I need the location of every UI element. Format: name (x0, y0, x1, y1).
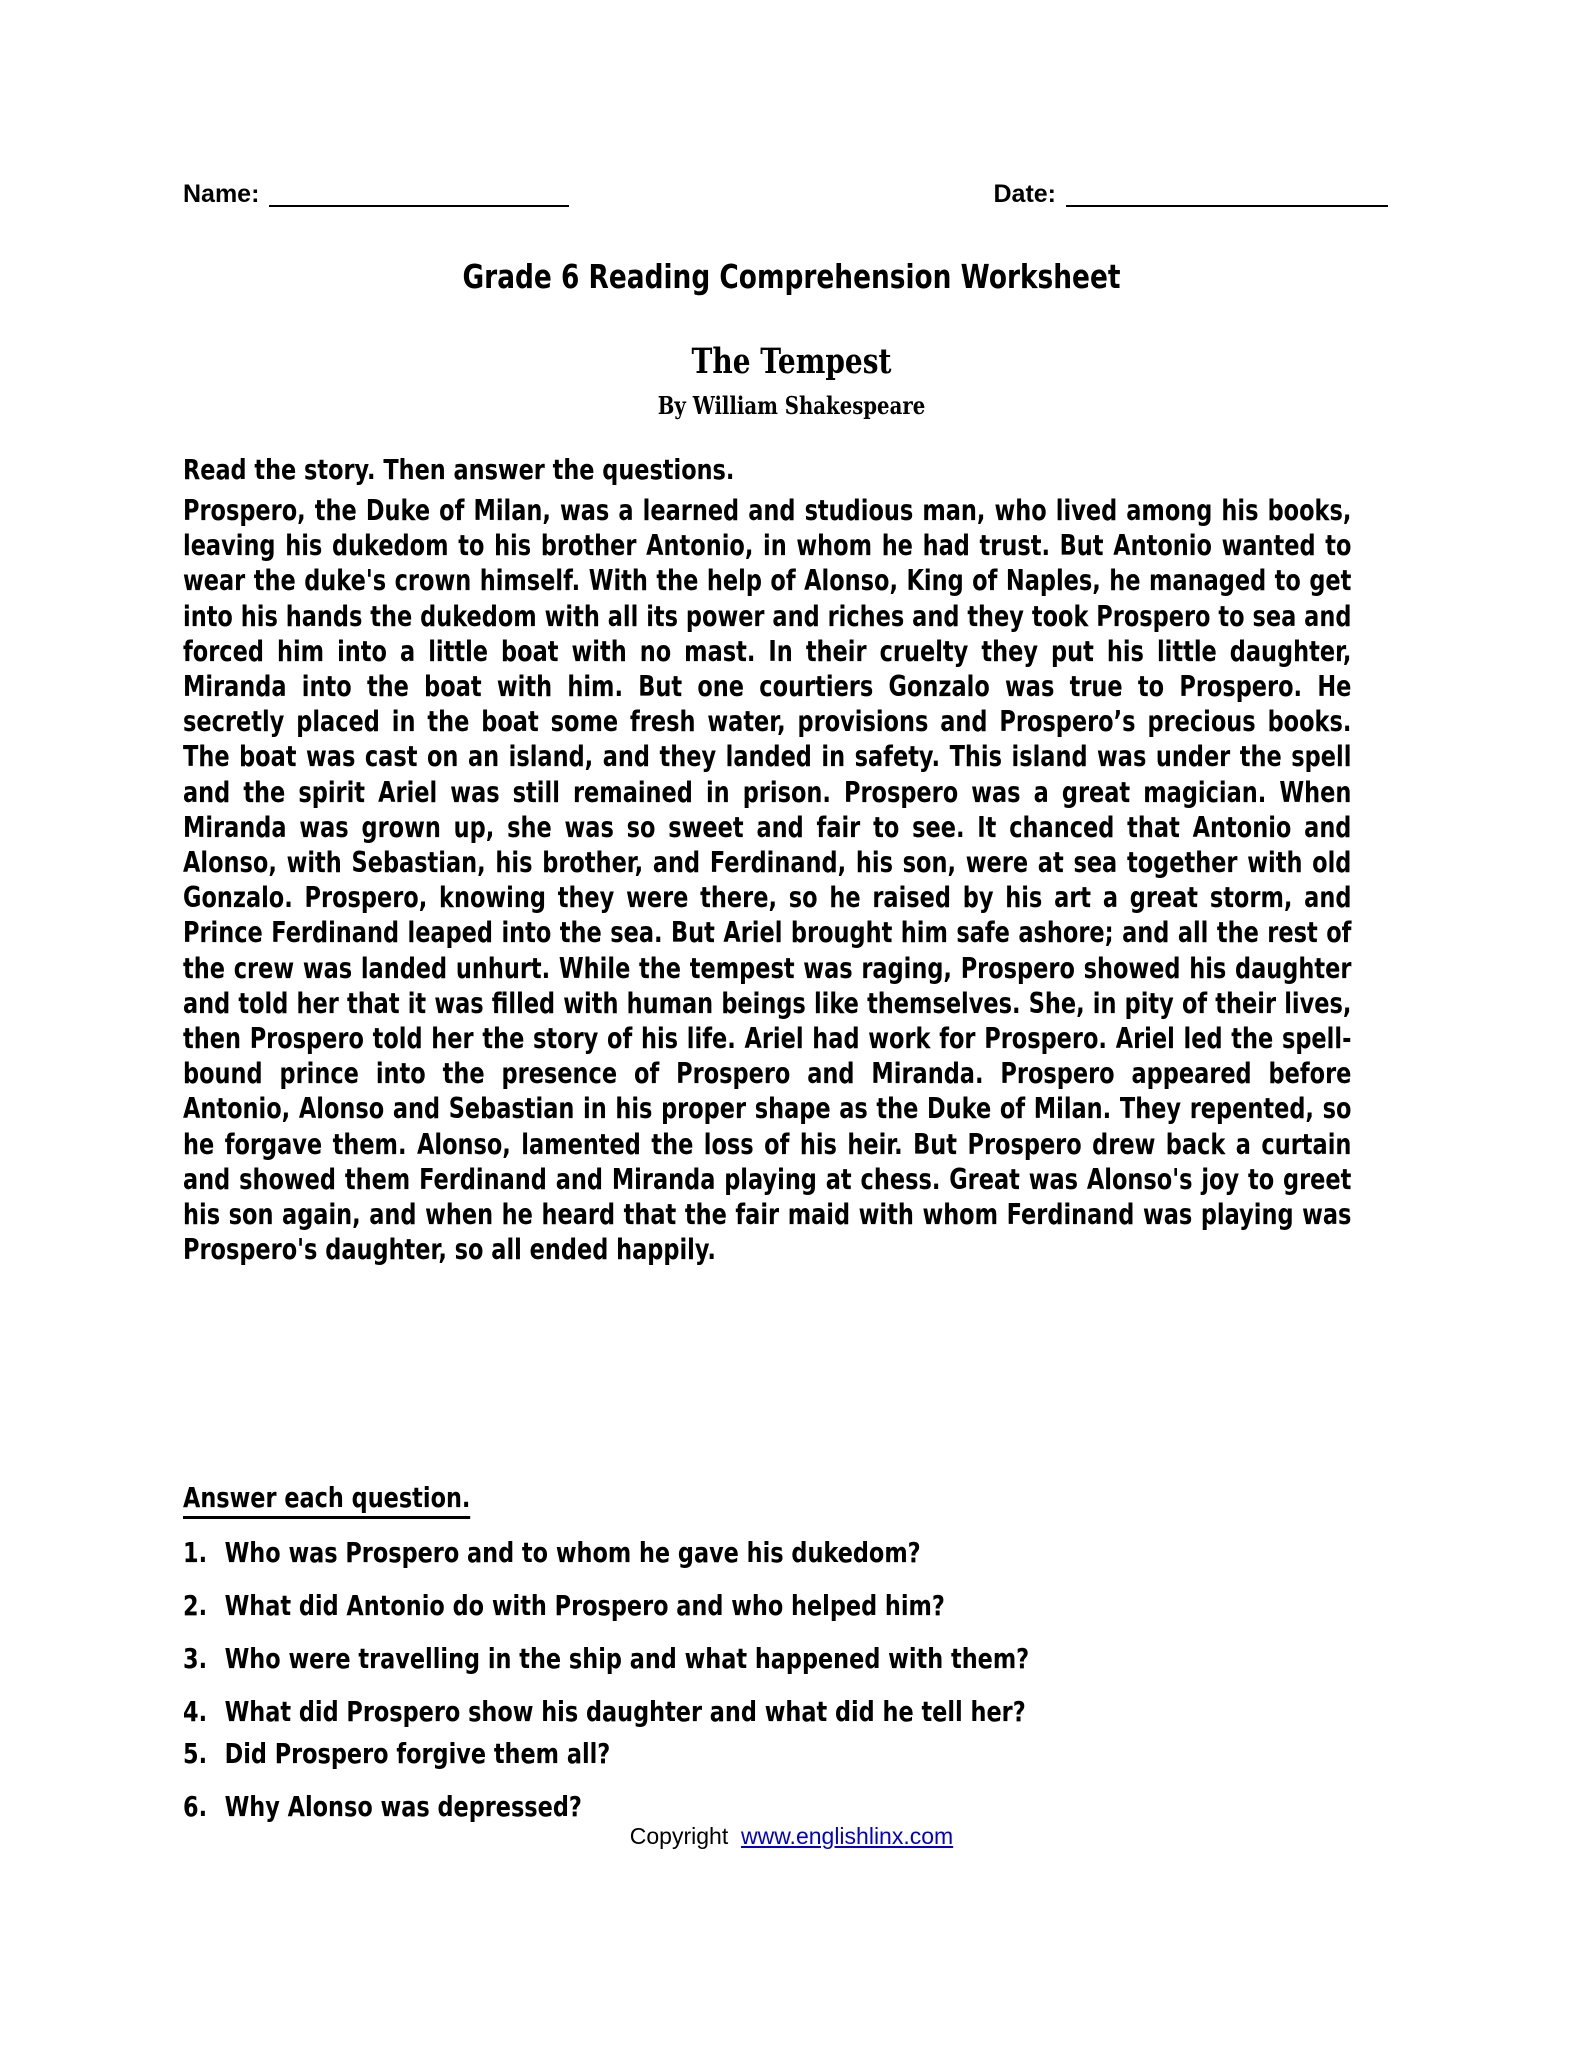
worksheet-title: Grade 6 Reading Comprehension Worksheet (462, 257, 1121, 296)
list-item (183, 1536, 1443, 1570)
question-text: Why Alonso was depressed? (224, 1790, 582, 1823)
answers-heading-text: Answer each question. (183, 1481, 470, 1519)
question-number: 5. (183, 1737, 208, 1770)
question-text: Who was Prospero and to whom he gave his dukedom? (224, 1536, 921, 1569)
name-write-line[interactable] (269, 183, 569, 207)
name-date-row (183, 182, 1388, 207)
story-paragraph: Prospero, the Duke of Milan, was a learned and studious man, who lived among his books, leaving his dukedom to his brother Antonio, in whom he had trust. But Antonio wanted to wear the duke's crown himself. With the help of Alonso, King of Naples, he managed to get into his hands the dukedom with all its power and riches and they took Prospero to sea and forced him into a little boat with no mast. In their cruelty they put his little daughter, Miranda into the boat with him. But one courtiers Gonzalo was true to Prospero. He secretly placed in the boat some fresh water, provisions and Prospero’s precious books. The boat was cast on an island, and they landed in safety. This island was under the spell and the spirit Ariel was still remained in prison. Prospero was a great magician. When Miranda was grown up, she was so sweet and fair to see. It chanced that Antonio and Alonso, with Sebastian, his brother, and Ferdinand, his son, were at sea together with old Gonzalo. Prospero, knowing they were there, so he raised by his art a great storm, and Prince Ferdinand leaped into the sea. But Ariel brought him safe ashore; and all the rest of the crew was landed unhurt. While the tempest was raging, Prospero showed his daughter and told her that it was filled with human beings like themselves. She, in pity of their lives, then Prospero told her the story of his life. Ariel had work for Prospero. Ariel led the spell-bound prince into the presence of Prospero and Miranda. Prospero appeared before Antonio, Alonso and Sebastian in his proper shape as the Duke of Milan. They repented, so he forgave them. Alonso, lamented the loss of his heir. But Prospero drew back a curtain and showed them Ferdinand and Miranda playing at chess. Great was Alonso's joy to greet his son again, and when he heard that the fair maid with whom Ferdinand was playing was Prospero's daughter, so all ended happily. (183, 494, 1352, 1267)
date-write-line[interactable] (1066, 183, 1388, 207)
list-item (183, 1790, 1443, 1824)
reading-passage-section (183, 452, 1351, 1267)
englishlinx-link[interactable]: www.englishlinx.com (741, 1823, 954, 1849)
question-text: What did Prospero show his daughter and what did he tell her? (224, 1695, 1026, 1728)
footer (0, 1822, 1583, 1850)
name-field[interactable] (183, 182, 569, 207)
list-item (183, 1737, 1443, 1771)
reading-instruction: Read the story. Then answer the questions. (183, 453, 735, 486)
question-number: 3. (183, 1642, 208, 1675)
copyright-label: Copyright (629, 1823, 729, 1849)
question-number: 4. (183, 1695, 208, 1728)
name-label: Name: (183, 180, 260, 208)
questions-list (183, 1536, 1443, 1824)
question-text: What did Antonio do with Prospero and who helped him? (224, 1589, 945, 1622)
date-field[interactable] (993, 182, 1388, 207)
story-title: The Tempest (691, 341, 892, 382)
list-item (183, 1642, 1443, 1676)
answers-heading-wrap (183, 1481, 1351, 1515)
question-text: Did Prospero forgive them all? (224, 1737, 611, 1770)
date-label: Date: (993, 180, 1056, 208)
list-item (183, 1695, 1443, 1729)
list-item (183, 1589, 1443, 1623)
answers-heading (183, 1481, 1351, 1515)
question-number: 1. (183, 1536, 208, 1569)
question-number: 2. (183, 1589, 208, 1622)
story-byline: By William Shakespeare (657, 391, 926, 420)
question-text: Who were travelling in the ship and what happened with them? (224, 1642, 1030, 1675)
question-number: 6. (183, 1790, 208, 1823)
